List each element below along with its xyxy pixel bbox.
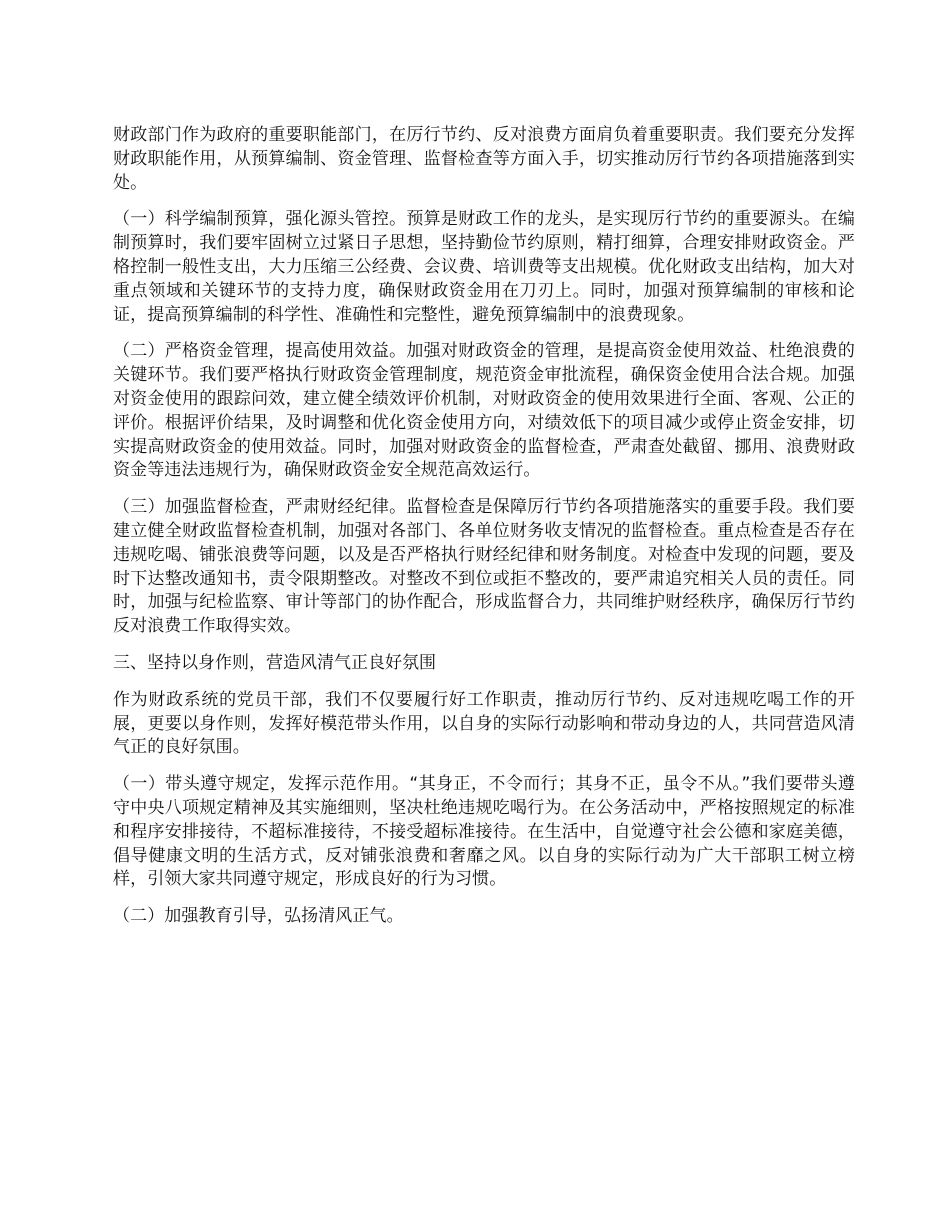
paragraph-intro: 财政部门作为政府的重要职能部门，在厉行节约、反对浪费方面肩负着重要职责。我们要充分发挥财政职能作用，从预算编制、资金管理、监督检查等方面入手，切实推动厉行节约各项措施落到实处。: [113, 125, 855, 193]
paragraph-education: （二）加强教育引导，弘扬清风正气。: [113, 906, 404, 927]
paragraph-supervision: （三）加强监督检查，严肃财经纪律。监督检查是保障厉行节约各项措施落实的重要手段。我们要建立健全财政监督检查机制，加强对各部门、各单位财务收支情况的监督检查。重点检查是否存在违规吃喝、铺张浪费等问题，以及是否严格执行财经纪律和财务制度。对检查中发现的问题，要及时下达整改通知书，责令限期整改。对整改不到位或拒不整改的，要严肃追究相关人员的责任。同时，加强与纪检监察、审计等部门的协作配合，形成监督合力，共同维护财经秩序，确保厉行节约反对浪费工作取得实效。: [113, 497, 855, 637]
paragraph-lead-by-example: 作为财政系统的党员干部，我们不仅要履行好工作职责，推动厉行节约、反对违规吃喝工作的开展，更要以身作则，发挥好模范带头作用，以自身的实际行动影响和带动身边的人，共同营造风清气正的良好氛围。: [113, 689, 855, 758]
section-heading: 三、坚持以身作则，营造风清气正良好氛围: [113, 652, 436, 673]
document-body: [113, 124, 855, 942]
paragraph-budget: （一）科学编制预算，强化源头管控。预算是财政工作的龙头，是实现厉行节约的重要源头。在编制预算时，我们要牢固树立过紧日子思想，坚持勤俭节约原则，精打细算，合理安排财政资金。严格控制一般性支出，大力压缩三公经费、会议费、培训费等支出规模。优化财政支出结构，加大对重点领域和关键环节的支持力度，确保财政资金用在刀刃上。同时，加强对预算编制的审核和论证，提高预算编制的科学性、准确性和完整性，避免预算编制中的浪费现象。: [113, 209, 855, 325]
paragraph-follow-rules: （一）带头遵守规定，发挥示范作用。“其身正，不令而行；其身不正，虽令不从。”我们要带头遵守中央八项规定精神及其实施细则，坚决杜绝违规吃喝行为。在公务活动中，严格按照规定的标准和程序安排接待，不超标准接待，不接受超标准接待。在生活中，自觉遵守社会公德和家庭美德，倡导健康文明的生活方式，反对铺张浪费和奢靡之风。以自身的实际行动为广大干部职工树立榜样，引领大家共同遵守规定，形成良好的行为习惯。: [113, 774, 855, 890]
paragraph-fund-management: （二）严格资金管理，提高使用效益。加强对财政资金的管理，是提高资金使用效益、杜绝浪费的关键环节。我们要严格执行财政资金管理制度，规范资金审批流程，确保资金使用合法合规。加强对资金使用的跟踪问效，建立健全绩效评价机制，对财政资金的使用效果进行全面、客观、公正的评价。根据评价结果，及时调整和优化资金使用方向，对绩效低下的项目减少或停止资金安排，切实提高财政资金的使用效益。同时，加强对财政资金的监督检查，严肃查处截留、挪用、浪费财政资金等违法违规行为，确保财政资金安全规范高效运行。: [113, 341, 855, 481]
